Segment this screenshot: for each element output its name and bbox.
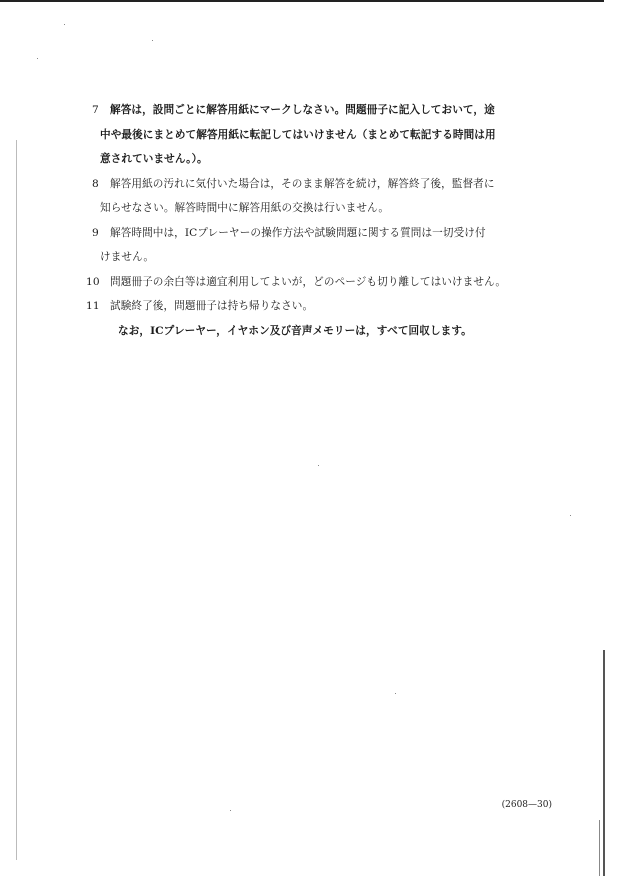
item-number: 7 <box>92 104 99 116</box>
instruction-item-8 <box>84 172 554 221</box>
scan-speck <box>152 40 153 41</box>
instruction-item-9 <box>84 221 554 270</box>
instruction-item-11 <box>84 294 554 319</box>
top-border-rule <box>0 0 604 2</box>
item-line: 試験終了後，問題冊子は持ち帰りなさい。 <box>110 300 314 312</box>
item-line: 解答時間中は，ICプレーヤーの操作方法や試験問題に関する質問は一切受け付 <box>110 226 486 239</box>
item-number: 11 <box>86 300 100 312</box>
collection-note: なお，ICプレーヤー，イヤホン及び音声メモリーは，すべて回収します。 <box>118 324 472 337</box>
item-line: 問題冊子の余白等は適宜利用してよいが，どのページも切り離してはいけません。 <box>110 275 507 288</box>
scan-edge-mark-left <box>16 140 17 860</box>
scan-speck <box>318 465 319 466</box>
scan-speck <box>37 58 38 59</box>
scan-edge-mark-right-small <box>599 820 600 876</box>
exam-instructions <box>84 98 554 343</box>
instruction-item-10 <box>84 270 554 295</box>
item-number: 9 <box>92 226 99 239</box>
scan-speck <box>230 810 231 811</box>
item-number: 10 <box>86 275 100 288</box>
page-code: (2608—30) <box>501 800 552 810</box>
scan-speck <box>570 515 571 516</box>
item-line: 解答は，設問ごとに解答用紙にマークしなさい。問題冊子に記入しておいて，途 <box>110 104 495 116</box>
scan-speck <box>64 24 65 25</box>
item-line: けません。 <box>100 251 155 263</box>
scan-edge-mark-right <box>603 650 605 876</box>
scan-speck <box>395 693 396 694</box>
item-number: 8 <box>92 177 99 190</box>
instruction-item-7 <box>84 98 554 172</box>
item-line: 中や最後にまとめて解答用紙に転記してはいけません（まとめて転記する時間は用 <box>100 128 496 141</box>
item-line: 知らせなさい。解答時間中に解答用紙の交換は行いません。 <box>100 202 390 214</box>
item-line: 解答用紙の汚れに気付いた場合は，そのまま解答を続け，解答終了後，監督者に <box>110 177 495 190</box>
item-line: 意されていません。）。 <box>100 153 208 165</box>
